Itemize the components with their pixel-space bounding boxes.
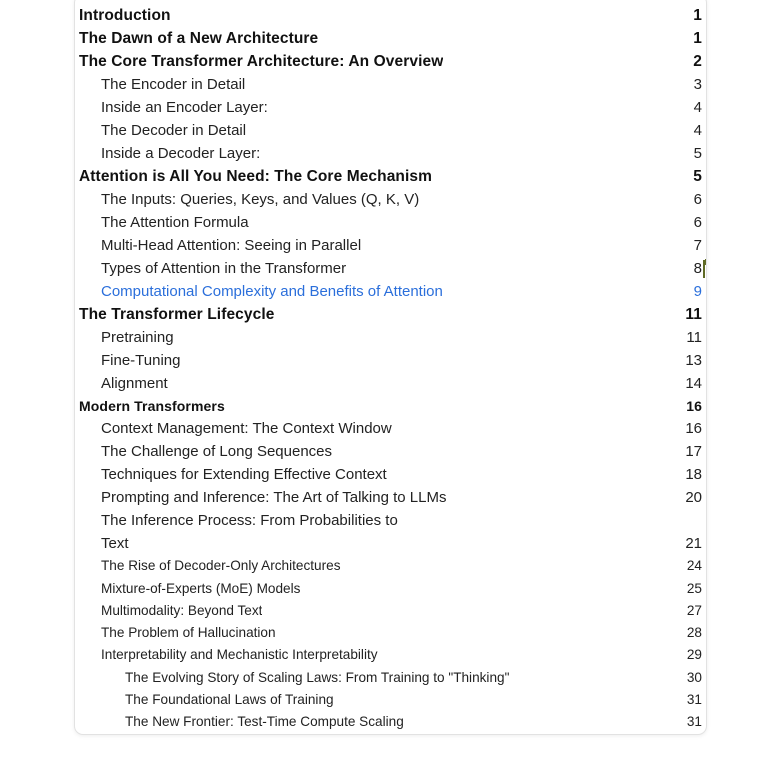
- toc-entry-label: Multimodality: Beyond Text: [101, 602, 263, 618]
- toc-entry[interactable]: [79, 280, 702, 303]
- toc-entry-page: 11: [686, 329, 702, 346]
- toc-entry-label: The Problem of Hallucination: [101, 625, 276, 641]
- toc-entry[interactable]: [79, 188, 702, 211]
- toc-entry-page: 6: [693, 191, 702, 208]
- toc-entry[interactable]: [79, 667, 702, 689]
- toc-entry-page: 8: [693, 260, 702, 277]
- toc-entry[interactable]: [79, 689, 702, 711]
- toc-entry-label: Inside an Encoder Layer:: [101, 99, 268, 116]
- toc-entry-page: 28: [686, 625, 702, 641]
- toc-entry-page: 25: [686, 580, 702, 596]
- collab-caret-icon: [703, 260, 705, 278]
- toc-entry-page: 31: [686, 714, 702, 730]
- toc-entry[interactable]: [79, 555, 702, 577]
- toc-entry[interactable]: [79, 50, 702, 73]
- toc-entry[interactable]: [79, 532, 702, 555]
- toc-entry-page: 27: [686, 602, 702, 618]
- toc-entry-page: 17: [685, 443, 702, 461]
- toc-entry[interactable]: [79, 440, 702, 463]
- toc-entry[interactable]: [79, 234, 702, 257]
- toc-entry-label: Multi-Head Attention: Seeing in Parallel: [101, 237, 362, 254]
- toc-entry-page: 30: [686, 669, 702, 685]
- toc-entry[interactable]: [79, 165, 702, 188]
- toc-entry-label: The Foundational Laws of Training: [125, 692, 334, 708]
- toc-entry-label: The Core Transformer Architecture: An Overview: [79, 53, 444, 70]
- toc-entry-label: Interpretability and Mechanistic Interpretability: [101, 647, 378, 663]
- toc-entry[interactable]: [79, 142, 702, 165]
- toc-entry[interactable]: [79, 303, 702, 326]
- toc-entry[interactable]: [79, 211, 702, 234]
- toc-entry-page: 3: [693, 76, 702, 93]
- toc-entry[interactable]: [79, 644, 702, 666]
- toc-entry-page: 24: [686, 558, 702, 574]
- toc-entry[interactable]: [79, 257, 702, 280]
- toc-entry-page: 11: [685, 306, 702, 323]
- toc-entry-label: The Challenge of Long Sequences: [101, 443, 333, 461]
- toc-entry-label: The Inference Process: From Probabilities to: [101, 512, 398, 530]
- toc-entry-page: 1: [693, 7, 702, 24]
- toc-entry-page: 14: [685, 375, 702, 392]
- toc-entry-label: Pretraining: [101, 329, 174, 346]
- toc-entry[interactable]: [79, 119, 702, 142]
- toc-entry-label: Context Management: The Context Window: [101, 420, 392, 438]
- toc-entry-page: 5: [693, 145, 702, 162]
- toc-entry-page: 16: [685, 420, 702, 438]
- toc-entry-label: The Rise of Decoder-Only Architectures: [101, 558, 341, 574]
- toc-entry-label: The Evolving Story of Scaling Laws: From Training to "Thinking": [125, 669, 510, 685]
- toc-entry-page: 5: [693, 168, 702, 185]
- toc-entry[interactable]: [79, 73, 702, 96]
- toc-entry-page: 21: [685, 535, 702, 553]
- toc-entry[interactable]: [79, 96, 702, 119]
- toc-entry-label: Prompting and Inference: The Art of Talking to LLMs: [101, 489, 447, 507]
- toc-entry-page: 1: [693, 30, 702, 47]
- toc-entry[interactable]: [79, 372, 702, 395]
- toc-entry[interactable]: [79, 349, 702, 372]
- toc-list: [79, 4, 702, 734]
- document-page: [74, 0, 707, 735]
- toc-entry-page: 4: [693, 122, 702, 139]
- toc-entry[interactable]: [79, 4, 702, 27]
- toc-entry[interactable]: [79, 600, 702, 622]
- toc-entry-page: 13: [685, 352, 702, 369]
- toc-entry-page: 31: [686, 692, 702, 708]
- toc-entry[interactable]: [79, 463, 702, 486]
- toc-entry[interactable]: [79, 711, 702, 733]
- toc-entry-label: The Transformer Lifecycle: [79, 306, 275, 323]
- toc-entry-label: Alignment: [101, 375, 168, 392]
- toc-entry-label: Modern Transformers: [79, 398, 225, 414]
- toc-entry[interactable]: [79, 509, 702, 532]
- toc-entry[interactable]: [79, 417, 702, 440]
- toc-entry-label: Introduction: [79, 7, 171, 24]
- toc-entry[interactable]: [79, 395, 702, 417]
- toc-entry-label: Inside a Decoder Layer:: [101, 145, 261, 162]
- toc-entry[interactable]: [79, 622, 702, 644]
- toc-entry[interactable]: [79, 486, 702, 509]
- toc-entry-page: 2: [693, 53, 702, 70]
- toc-entry-label: The Attention Formula: [101, 214, 249, 231]
- toc-entry-page: 7: [693, 237, 702, 254]
- toc-entry-label: The Inputs: Queries, Keys, and Values (Q, K, V): [101, 191, 420, 208]
- toc-entry-label: Computational Complexity and Benefits of Attention: [101, 283, 443, 300]
- toc-entry-label: Mixture-of-Experts (MoE) Models: [101, 580, 301, 596]
- toc-entry-label: The New Frontier: Test-Time Compute Scaling: [125, 714, 404, 730]
- toc-entry-label: Fine-Tuning: [101, 352, 181, 369]
- toc-entry-page: 20: [685, 489, 702, 507]
- toc-entry-label: Attention is All You Need: The Core Mechanism: [79, 168, 433, 185]
- toc-entry-page: 4: [693, 99, 702, 116]
- toc-entry-label: Text: [101, 535, 129, 553]
- toc-entry-page: 29: [686, 647, 702, 663]
- toc-entry-page: 6: [693, 214, 702, 231]
- toc-entry-label: The Decoder in Detail: [101, 122, 247, 139]
- toc-entry[interactable]: [79, 578, 702, 600]
- toc-entry-label: The Encoder in Detail: [101, 76, 246, 93]
- toc-entry-label: The Dawn of a New Architecture: [79, 30, 319, 47]
- toc-entry-page: 16: [686, 398, 702, 414]
- toc-entry[interactable]: [79, 326, 702, 349]
- toc-entry[interactable]: [79, 27, 702, 50]
- toc-entry-label: Techniques for Extending Effective Context: [101, 466, 387, 484]
- toc-entry-page: 18: [685, 466, 702, 484]
- toc-entry-page: 9: [693, 283, 702, 300]
- toc-entry-label: Types of Attention in the Transformer: [101, 260, 347, 277]
